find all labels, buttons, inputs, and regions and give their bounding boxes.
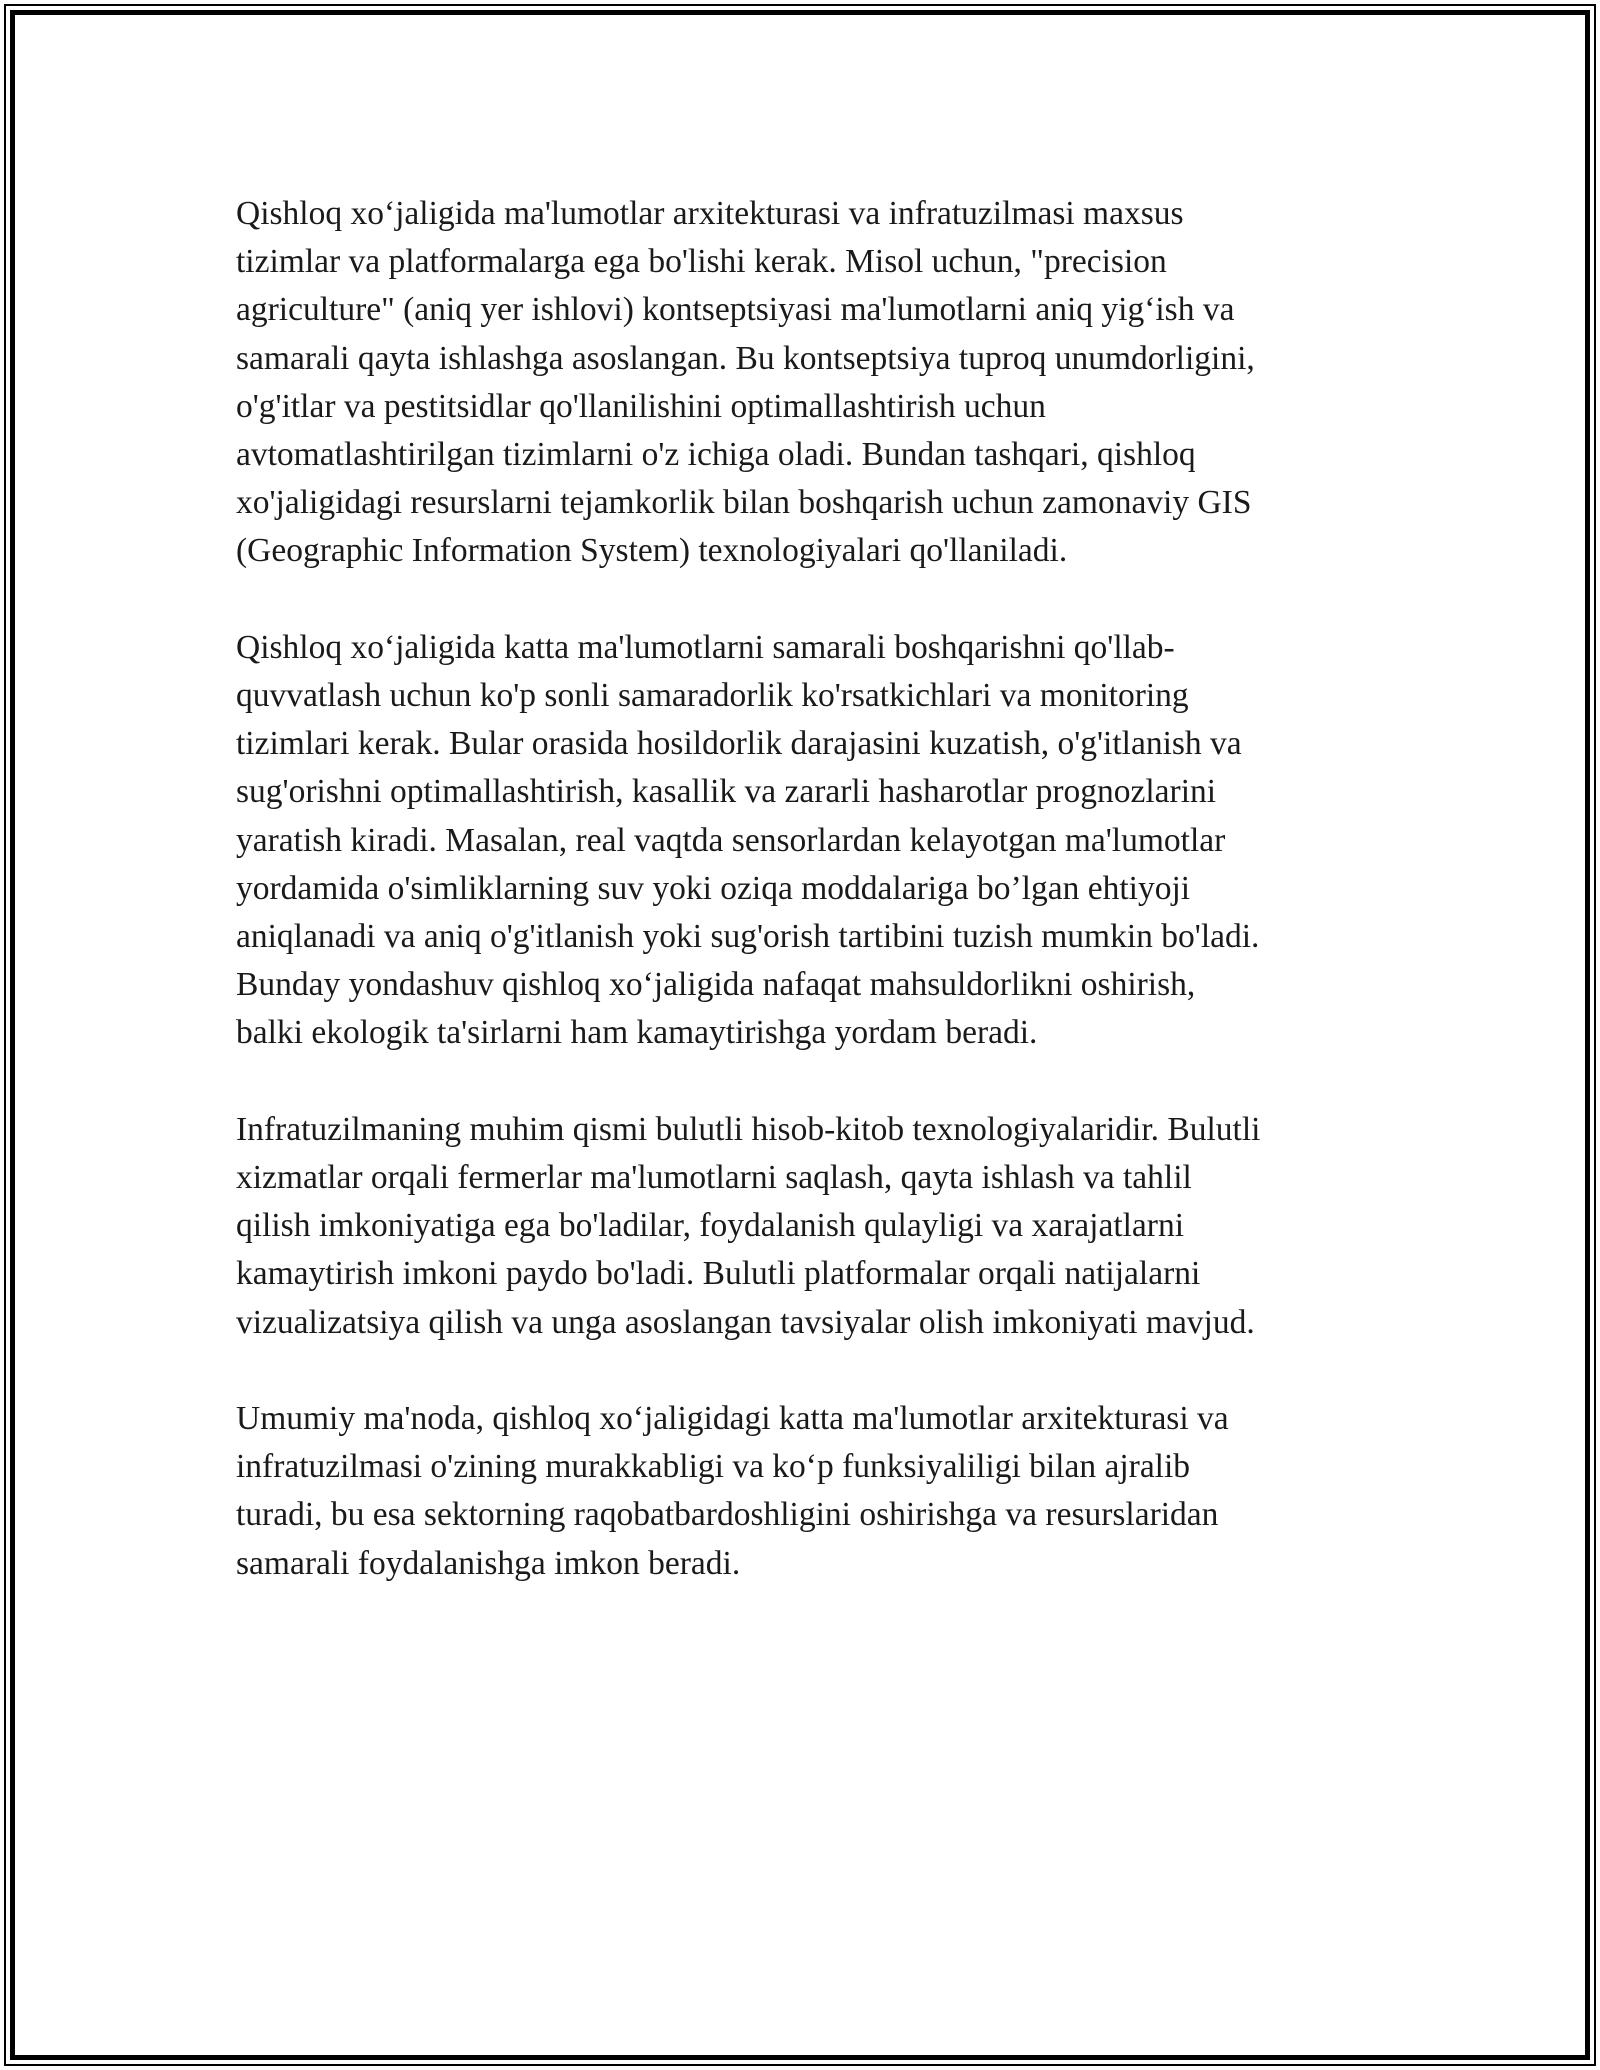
text-line: aniqlanadi va aniq o'g'itlanish yoki sug'orish tartibini tuzish mumkin bo'ladi. (236, 918, 1260, 956)
text-line: Qishloq xo‘jaligida ma'lumotlar arxitekturasi va infratuzilmasi maxsus (236, 195, 1184, 232)
paragraph-2 (236, 624, 1366, 1058)
document-body (236, 190, 1366, 1636)
text-line: samarali qayta ishlashga asoslangan. Bu kontseptsiya tuproq unumdorligini, (236, 339, 1255, 377)
text-line: infratuzilmasi o'zining murakkabligi va ko‘p funksiyaliligi bilan ajralib (236, 1448, 1191, 1486)
text-line: kamaytirish imkoni paydo bo'ladi. Bulutli platformalar orqali natijalarni (236, 1255, 1201, 1293)
text-line: tizimlar va platformalarga ega bo'lishi kerak. Misol uchun, "precision (236, 243, 1167, 281)
text-line: sug'orishni optimallashtirish, kasallik va zararli hasharotlar prognozlarini (236, 773, 1217, 811)
text-line: samarali foydalanishga imkon beradi. (236, 1544, 741, 1582)
text-line: xizmatlar orqali fermerlar ma'lumotlarni saqlash, qayta ishlash va tahlil (236, 1159, 1192, 1197)
text-line: vizualizatsiya qilish va unga asoslangan tavsiyalar olish imkoniyati mavjud. (236, 1303, 1255, 1341)
text-line: Infratuzilmaning muhim qismi bulutli hisob-kitob texnologiyalaridir. Bulutli (236, 1110, 1261, 1148)
text-line: (Geographic Information System) texnologiyalari qo'llaniladi. (236, 532, 1068, 570)
text-line: tizimlari kerak. Bular orasida hosildorlik darajasini kuzatish, o'g'itlanish va (236, 725, 1242, 763)
text-line: balki ekologik ta'sirlarni ham kamaytirishga yordam beradi. (236, 1014, 1038, 1052)
text-line: o'g'itlar va pestitsidlar qo'llanilishini optimallashtirish uchun (236, 387, 1046, 425)
text-line: Bunday yondashuv qishloq xo‘jaligida nafaqat mahsuldorlikni oshirish, (236, 966, 1196, 1004)
text-line: quvvatlash uchun ko'p sonli samaradorlik ko'rsatkichlari va monitoring (236, 677, 1189, 715)
text-line: xo'jaligidagi resurslarni tejamkorlik bilan boshqarish uchun zamonaviy GIS (236, 484, 1252, 522)
text-line: yaratish kiradi. Masalan, real vaqtda sensorlardan kelayotgan ma'lumotlar (236, 821, 1226, 859)
text-line: yordamida o'simliklarning suv yoki oziqa moddalariga bo’lgan ehtiyoji (236, 869, 1191, 907)
text-line: Umumiy ma'noda, qishloq xo‘jaligidagi katta ma'lumotlar arxitekturasi va (236, 1400, 1229, 1438)
text-line: avtomatlashtirilgan tizimlarni o'z ichiga oladi. Bundan tashqari, qishloq (236, 436, 1196, 474)
text-line: agriculture" (aniq yer ishlovi) kontseptsiyasi ma'lumotlarni aniq yig‘ish va (236, 291, 1235, 329)
text-line: turadi, bu esa sektorning raqobatbardoshligini oshirishga va resurslaridan (236, 1496, 1219, 1534)
paragraph-4 (236, 1395, 1366, 1588)
text-line: Qishloq xo‘jaligida katta ma'lumotlarni samarali boshqarishni qo'llab- (236, 628, 1175, 666)
paragraph-1 (236, 190, 1366, 576)
text-line: qilish imkoniyatiga ega bo'ladilar, foydalanish qulayligi va xarajatlarni (236, 1207, 1185, 1245)
paragraph-3 (236, 1106, 1366, 1347)
